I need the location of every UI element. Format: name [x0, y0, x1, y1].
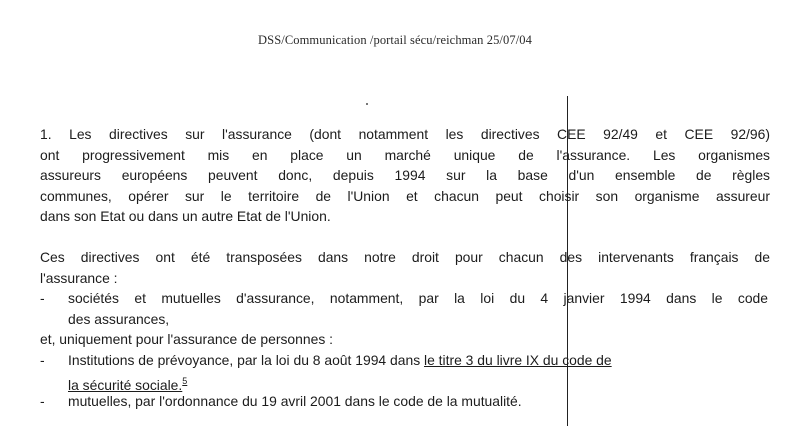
list-bullet: - — [40, 290, 45, 306]
list-item-line: Institutions de prévoyance, par la loi du 8 août 1994 dans le titre 3 du livre IX du code de — [68, 352, 612, 368]
list-item-line: des assurances, — [68, 310, 170, 327]
list-bullet: - — [40, 393, 45, 409]
connector-text: et, uniquement pour l'assurance de personnes : — [40, 331, 333, 347]
paragraph-line: ont progressivement mis en place un marché unique de l'assurance. Les organismes — [40, 146, 770, 163]
footnote-marker[interactable]: 5 — [182, 375, 188, 386]
list-item-line: sociétés et mutuelles d'assurance, notamment, par la loi du 4 janvier 1994 dans le code — [68, 290, 768, 306]
code-reference-link[interactable]: le titre 3 du livre IX du code de — [424, 352, 612, 368]
paragraph-transposition — [40, 247, 770, 288]
paragraph-line: assureurs européens peuvent donc, depuis 1994 sur la base d'un ensemble de règles — [40, 167, 770, 183]
scan-speck — [366, 103, 368, 105]
list-item-line: mutuelles, par l'ordonnance du 19 avril 2001 dans le code de la mutualité. — [68, 393, 522, 409]
paragraph-line: Ces directives ont été transposées dans notre droit pour chacun des intervenants français de — [40, 249, 770, 265]
paragraph-line: 1. Les directives sur l'assurance (dont notamment les directives CEE 92/49 et CEE 92/96) — [40, 126, 770, 142]
paragraph-line: l'assurance : — [40, 269, 118, 286]
paragraph-line: communes, opérer sur le territoire de l'Union et chacun peut choisir son organisme assureur — [40, 187, 770, 204]
paragraph-directives — [40, 124, 770, 227]
paragraph-line: dans son Etat ou dans un autre Etat de l'Union. — [40, 208, 331, 224]
document-header: DSS/Communication /portail sécu/reichman 25/07/04 — [258, 33, 532, 47]
list-bullet: - — [40, 352, 45, 368]
code-reference-link[interactable]: la sécurité sociale. — [68, 376, 183, 393]
